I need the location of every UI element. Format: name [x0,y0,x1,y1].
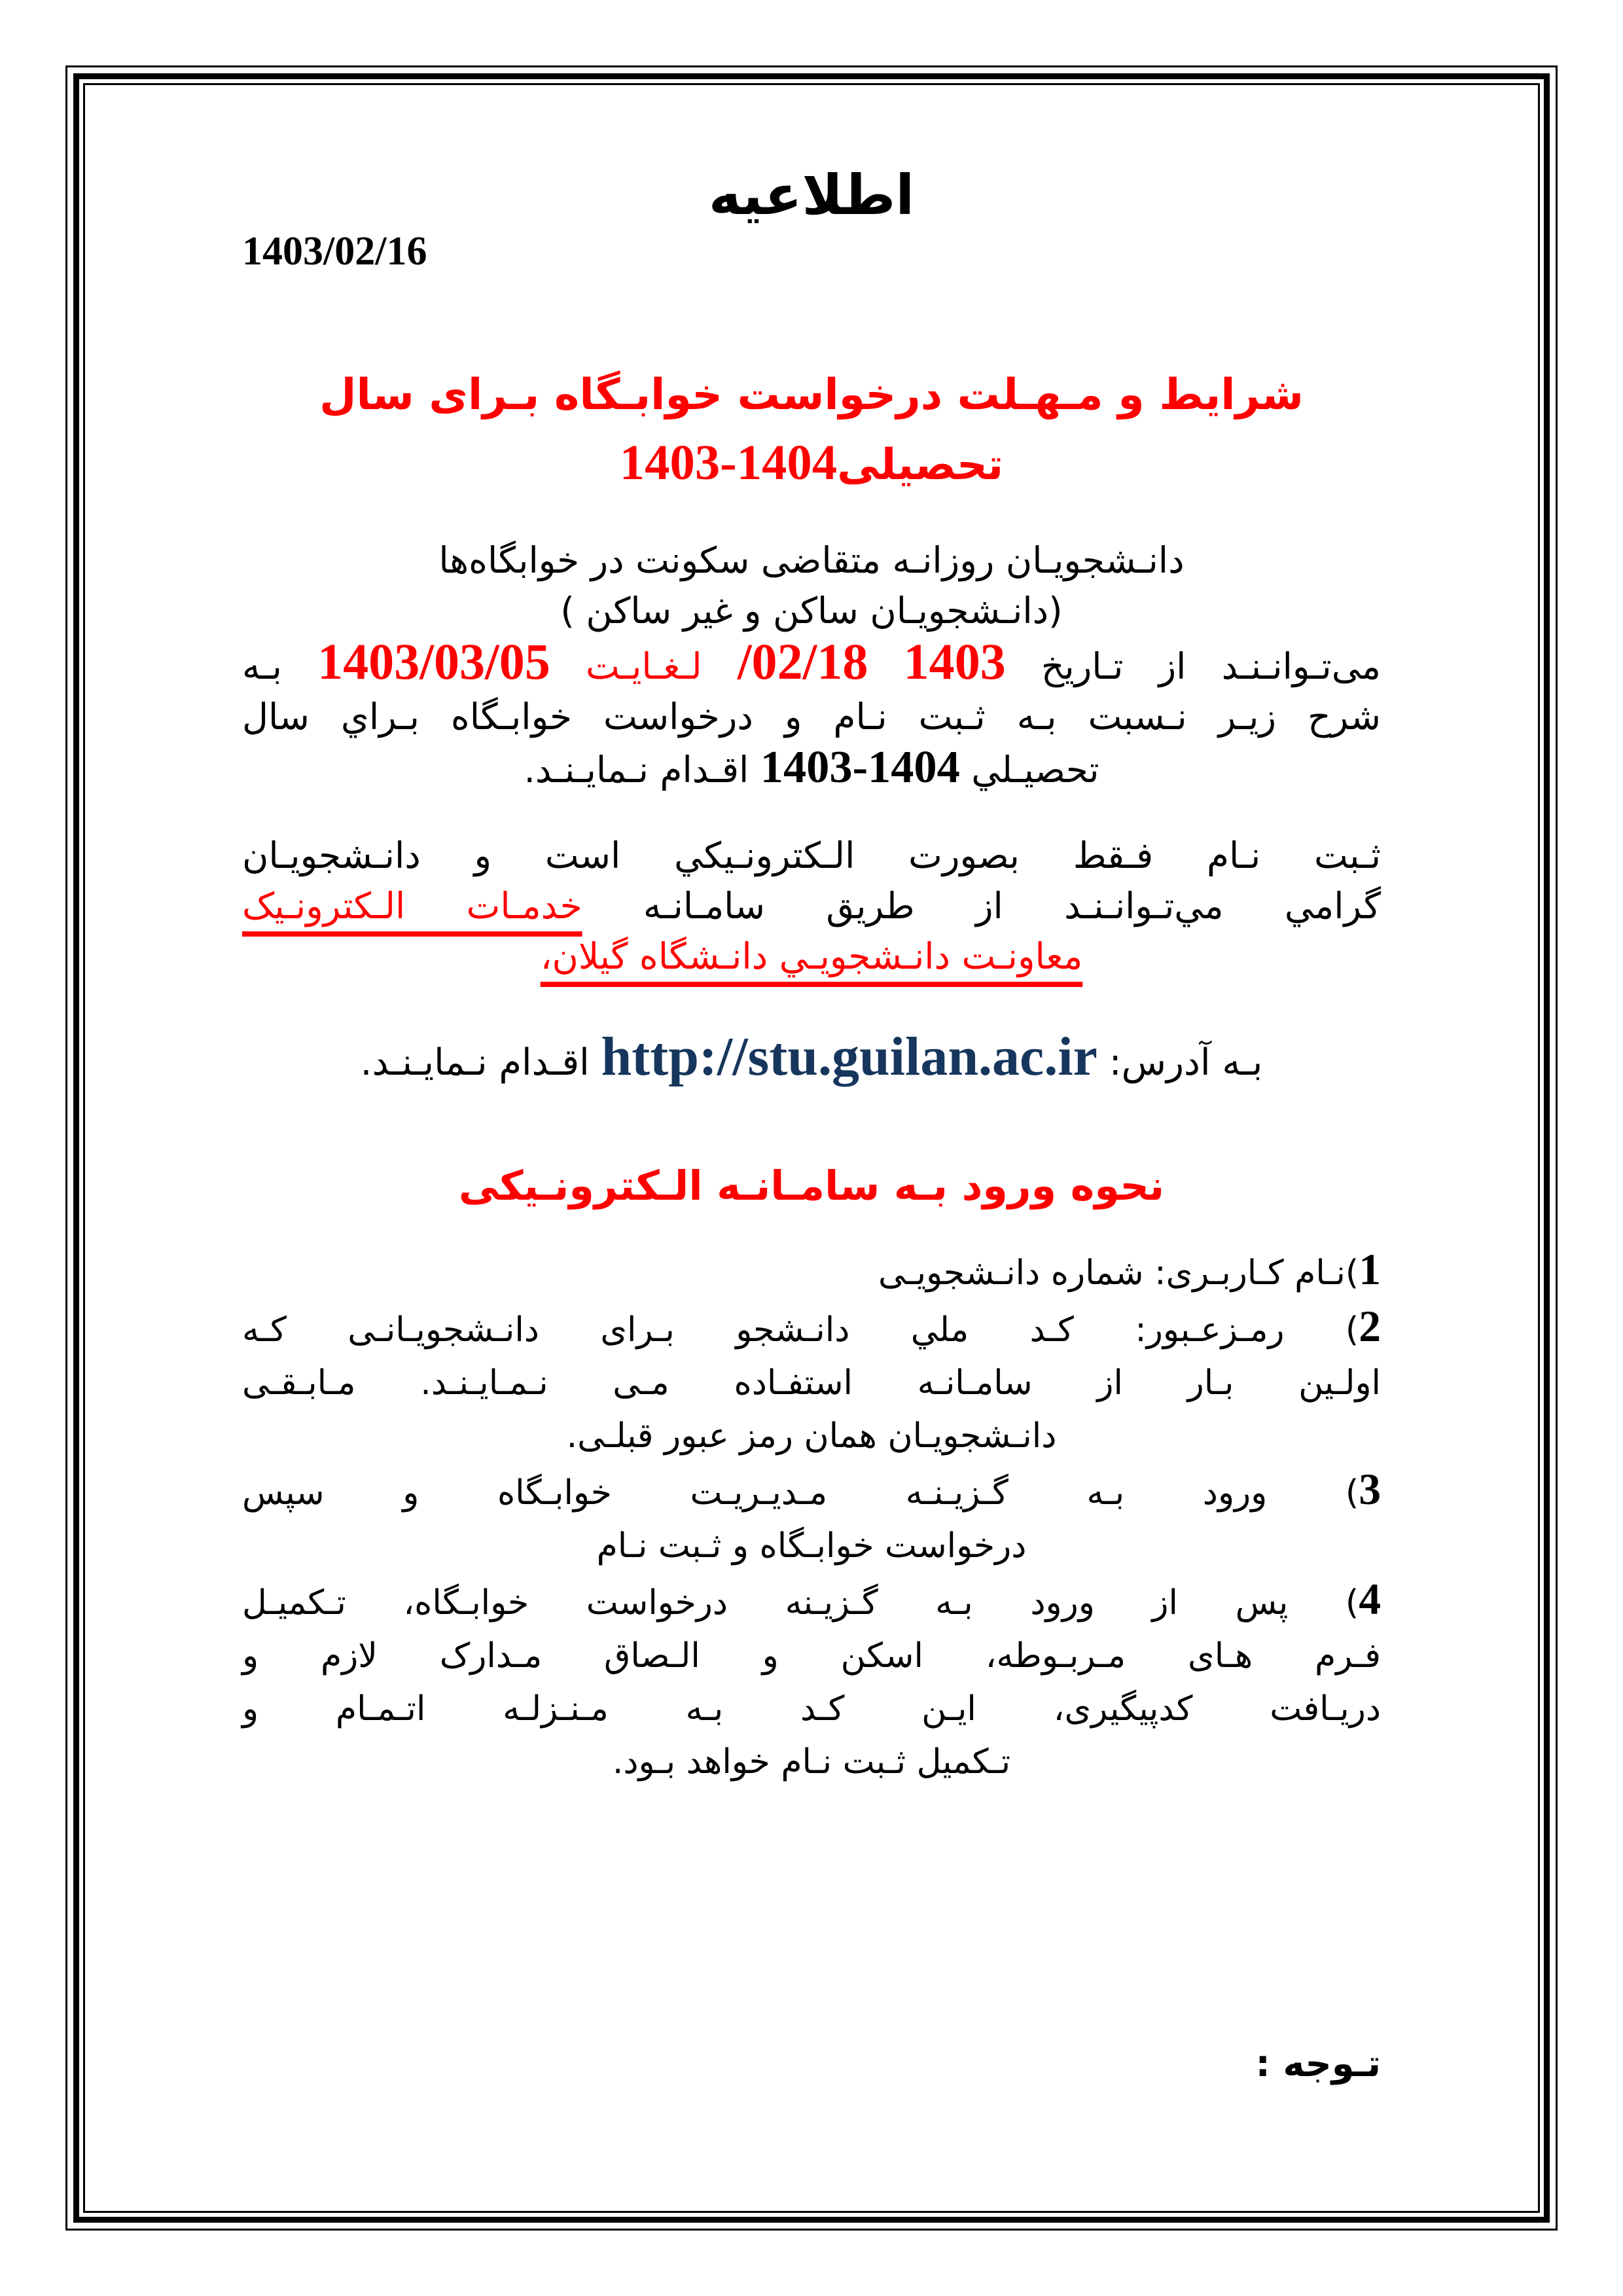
text-line [242,361,1381,429]
text-segment: فـرم هـای مـربـوطه، اسکن و الـصاق مـدارک لازم و [242,1636,1381,1676]
page-border-middle [73,73,1550,2223]
text-segment: /02/18 [737,633,868,690]
text-segment: 3 [1359,1465,1381,1515]
text-segment: تحصیـلي [959,749,1099,791]
list-item-username [242,1243,1381,1300]
text-line [242,586,1381,636]
text-segment: شرح زیـر نـسبت بـه ثـبت نـام و درخواست خوابـگاه بـراي سال [242,696,1381,738]
text-segment: معاونـت دانـشجویـي دانـشگاه گیلان، [540,935,1083,977]
text-line [242,931,1381,982]
website-url[interactable]: http://stu.guilan.ac.ir [601,1026,1097,1087]
text-line [242,1573,1381,1630]
text-segment [868,645,903,687]
text-line [242,1736,1381,1789]
paragraph-registration [242,831,1381,982]
text-line [242,633,1382,692]
instruction-list [242,1243,1381,1789]
text-line [242,692,1381,742]
main-heading [242,361,1381,499]
text-segment: )نـام کـاربـری: شماره دانـشجویـی [878,1253,1359,1293]
text-line [242,831,1381,881]
text-line [242,1410,1381,1463]
text-segment: بـه آدرس: [1097,1041,1263,1084]
text-segment: می‌تـوانـنـد از تـاریخ [1005,645,1382,687]
list-item-form-completion [242,1573,1381,1789]
text-segment: 2 [1359,1302,1381,1352]
text-segment: 1403 [903,633,1006,690]
text-line [242,1683,1381,1736]
text-line [242,742,1381,795]
paragraph-eligibility [242,535,1381,795]
text-segment: 1403-1404 [760,742,960,793]
text-segment: ) ورود بـه گـزیـنـه مـدیـریـت خوابـگاه و سپس [242,1473,1359,1513]
text-line [242,1463,1381,1520]
text-line [242,429,1381,499]
attention-note: تـوجه : [1255,2043,1381,2086]
text-segment: اقـدام نـمایـنـد. [524,749,760,791]
website-address-line [242,1018,1381,1102]
page-border-outer [65,65,1558,2231]
text-line [242,535,1381,586]
text-segment: تحصیلی [837,440,1004,490]
text-line [242,1243,1381,1300]
text-line [242,881,1381,931]
text-line [242,1018,1381,1102]
text-segment: ) رمـزعـبور: کـد ملي دانـشجو بـرای دانـشجویـانـی کـه [242,1310,1359,1350]
text-segment: 1403-1404 [619,435,838,490]
text-segment: تـکمیل ثـبت نـام خواهد بـود. [612,1742,1011,1782]
text-segment: شرایط و مـهـلت درخواست خوابـگاه بـرای سال [319,370,1304,420]
text-segment: 1 [1359,1245,1381,1295]
text-line [242,1520,1381,1573]
text-segment: درخواست خوابـگاه و ثـبت نـام [596,1526,1027,1566]
text-segment: 4 [1359,1575,1381,1624]
text-line [242,1630,1381,1683]
page-title: اطلاعیه [708,163,915,227]
text-segment: ) پس از ورود بـه گـزیـنه درخواست خوابـگاه، تـکمیـل [242,1583,1359,1623]
text-segment: دانـشجویـان همان رمز عبور قبلـی. [566,1416,1057,1456]
document-content [85,85,1538,2085]
text-segment: ثـبت نـام فـقط بصورت الـکترونـیکي است و دانـشجویـان [242,834,1381,876]
section-subheading: نحوه ورود بـه سامـانـه الـکترونـیکی [458,1162,1165,1210]
list-item-menu-navigation [242,1463,1381,1573]
text-segment: دانـشجویـان روزانـه متقاضی سکونت در خوابگاه‌ها [438,539,1185,581]
list-item-password [242,1300,1381,1463]
text-segment: 1403/03/05 [317,633,550,690]
text-segment: بـه [242,645,318,687]
text-segment: اولـین بـار از سامـانـه استفـاده مـی نـمـایـنـد. مـابـقـی [242,1363,1381,1403]
page-border-inner [83,83,1540,2213]
text-line [242,1357,1381,1410]
document-date: 1403/02/16 [242,229,427,274]
text-segment: (دانـشجویـان ساکن و غیر ساکن ) [560,590,1063,632]
text-segment: خدمـات الـکترونـیک [242,885,582,927]
text-segment: دریـافت کدپیگیری، ایـن کـد بـه مـنـزلـه اتـمـام و [242,1689,1381,1729]
text-segment: اقـدام نـمایـنـد. [360,1041,601,1084]
text-segment: گرامي مي‌تـوانـنـد از طریق سامـانـه [582,885,1382,927]
text-line [242,1300,1381,1357]
text-segment: لـغـایـت [550,645,738,687]
